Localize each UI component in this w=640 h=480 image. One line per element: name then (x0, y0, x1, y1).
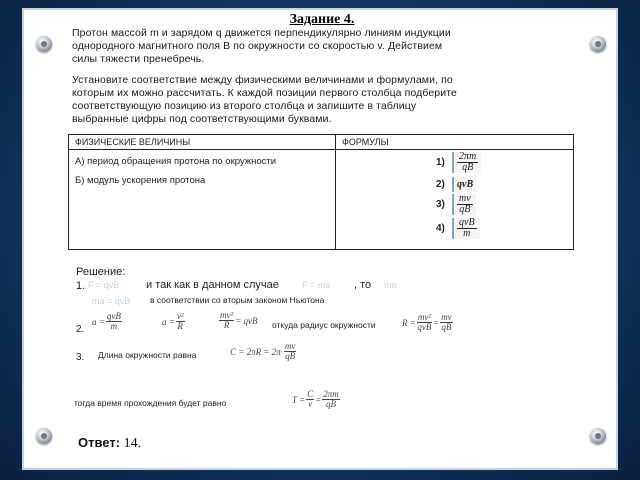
pin-icon (590, 428, 606, 444)
problem-line: которым их можно рассчитать. К каждой позиции первого столбца подберите (72, 87, 457, 99)
step-text: откуда радиус окружности (272, 320, 376, 330)
step-text: тогда время прохождения будет равно (74, 398, 227, 408)
formula-item: 4) $\frac{\text{qvB}}{m}$ (436, 218, 480, 238)
step-text: Длина окружности равна (98, 350, 197, 360)
step-number: 3. (76, 352, 85, 363)
formula-item: 1) $\frac{2\pi m}{qB}$ (436, 152, 481, 172)
matching-table (68, 134, 574, 250)
slide (22, 8, 618, 470)
formula-equation: $\frac{\text{mv²}}{R}$ = qvB (220, 310, 258, 330)
formula-a: a = $\frac{\text{qvB}}{m}$ (92, 311, 121, 331)
problem-line: однородного магнитного поля B по окружности со скоростью v. Действием (72, 40, 443, 52)
faded-formula: ma = qvB (92, 296, 131, 306)
pin-icon (590, 36, 606, 52)
formula-period: T = $\frac{C}{v}$ = $\frac{2\pi m}{qB}$ (292, 389, 339, 409)
quantity-item: А) период обращения протона по окружности (75, 156, 277, 167)
answer-label: Ответ: (78, 435, 121, 450)
problem-line: выбранные цифры под соответствующими буквами. (72, 113, 332, 125)
formula-a-centripetal: a = $\frac{\text{v²}}{R}$ (162, 311, 184, 331)
problem-line: соответствующую позицию из второго столбца и запишите в таблицу (72, 100, 417, 112)
task-title: Задание 4. (289, 12, 355, 27)
faded-formula: F = qvB (88, 280, 120, 290)
faded-formula: ma (384, 280, 397, 290)
solution-heading: Решение: (76, 266, 126, 278)
step-number: 2. (76, 324, 85, 335)
formula-circumference: C = 2πR = 2π· $\frac{mv}{qB}$ (230, 341, 296, 361)
formula-item: 2) qvB (436, 174, 476, 194)
problem-line: Протон массой m и зарядом q движется перпендикулярно линиям индукции (72, 27, 451, 39)
quantities-cell (69, 150, 336, 250)
quantity-item: Б) модуль ускорения протона (75, 175, 206, 186)
formula-radius: R = $\frac{\text{mv²}}{\text{qvB}}$ = $\frac{mv}{qB}$ (402, 312, 452, 332)
problem-line: силы тяжести пренебречь. (72, 53, 205, 65)
step-text: , то (354, 279, 372, 291)
problem-line: Установите соответствие между физическими величинами и формулами, по (72, 74, 453, 86)
answer-value: 14. (120, 436, 142, 451)
table-header-quantities: ФИЗИЧЕСКИЕ ВЕЛИЧИНЫ (69, 135, 336, 150)
step-text: в соответствии со вторым законом Ньютона (150, 295, 325, 305)
formulas-cell (336, 150, 574, 250)
faded-formula: F = ma (302, 280, 331, 290)
pin-icon (36, 428, 52, 444)
formula-item: 3) $\frac{mv}{qB}$ (436, 194, 476, 214)
answer (78, 435, 141, 452)
step-number: 1. (76, 280, 86, 292)
table-header-formulas: ФОРМУЛЫ (336, 135, 574, 150)
pin-icon (36, 36, 52, 52)
step-text: и так как в данном случае (146, 279, 279, 291)
